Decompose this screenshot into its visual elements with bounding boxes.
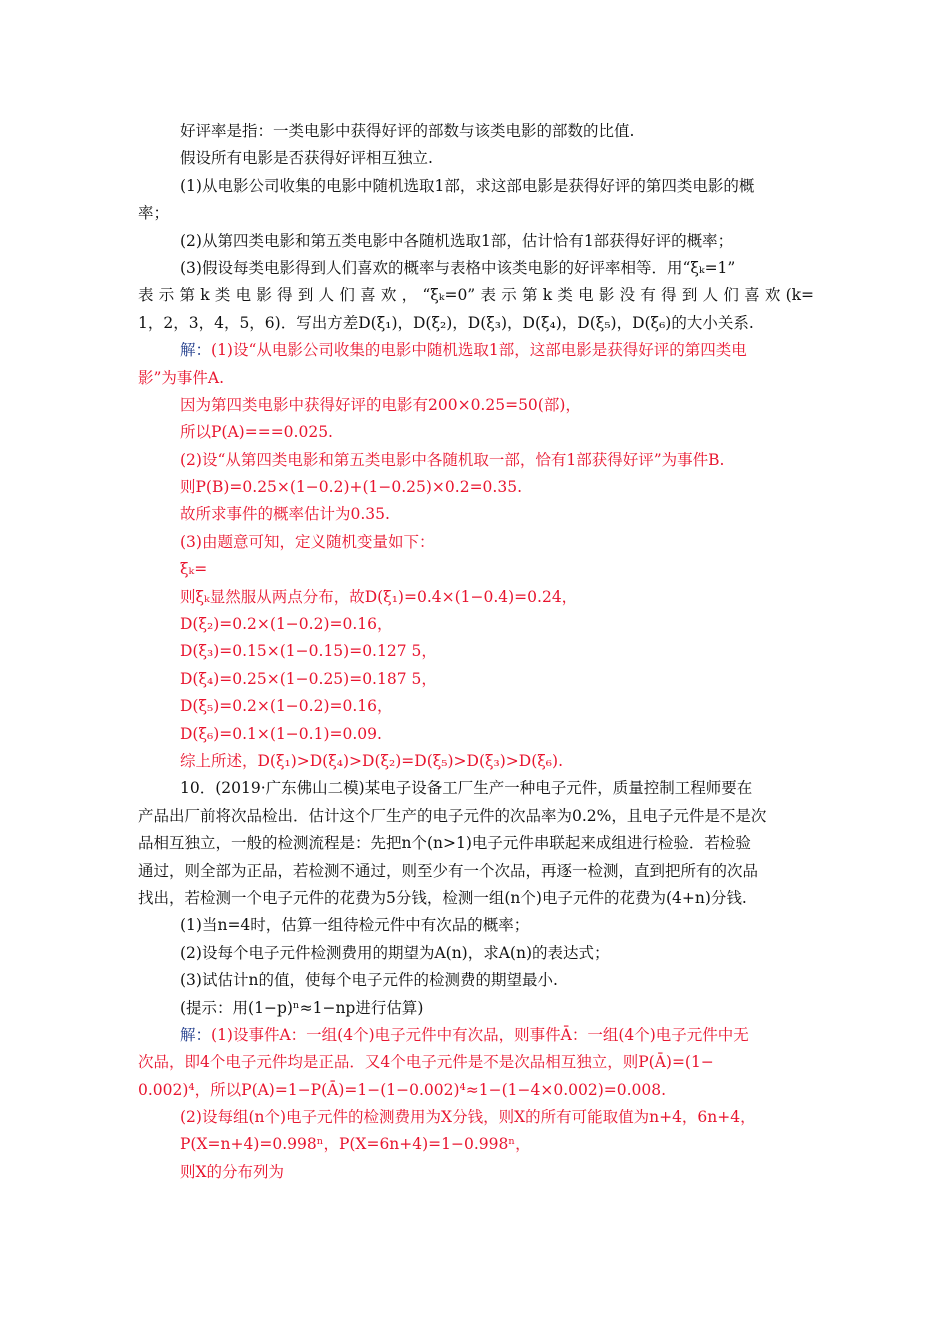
problem10-line-5: 找出，若检测一个电子元件的花费为5分钱，检测一组(n个)电子元件的花费为(4+n)分钱. xyxy=(138,888,747,907)
solution9-line-9: ξₖ= xyxy=(180,560,208,579)
problem10-line-9: (提示：用(1−p)ⁿ≈1−np进行估算) xyxy=(180,998,424,1017)
solution9-line-11: D(ξ₂)=0.2×(1−0.2)=0.16， xyxy=(180,615,393,634)
solution-label: 解： xyxy=(180,1025,212,1044)
solution10-line-2: 次品，即4个电子元件均是正品．又4个电子元件是不是次品相互独立，则P(Ā)=(1− xyxy=(138,1053,714,1072)
problem10-line-3: 品相互独立，一般的检测流程是：先把n个(n>1)电子元件串联起来成组进行检验．若检验 xyxy=(138,834,751,853)
problem9-line-3: (1)从电影公司收集的电影中随机选取1部，求这部电影是获得好评的第四类电影的概 xyxy=(180,176,755,195)
problem10-line-7: (2)设每个电子元件检测费用的期望为A(n)，求A(n)的表达式； xyxy=(180,943,610,962)
solution10-first-line: (1)设事件A：一组(4个)电子元件中有次品，则事件Ā：一组(4个)电子元件中无 xyxy=(211,1025,749,1044)
solution9-line-1 xyxy=(138,337,814,364)
problem10-line-8: (3)试估计n的值，使每个电子元件的检测费的期望最小. xyxy=(180,971,558,990)
solution9-line-5: (2)设“从第四类电影和第五类电影中各随机取一部，恰有1部获得好评”为事件B. xyxy=(180,450,725,469)
text-block xyxy=(138,118,814,1186)
solution10-line-4: (2)设每组(n个)电子元件的检测费用为X分钱，则X的所有可能取值为n+4，6n+4， xyxy=(180,1108,756,1127)
problem9-line-7: 表示第k类电影得到人们喜欢，“ξₖ=0”表示第k类电影没有得到人们喜欢(k= xyxy=(138,286,814,305)
solution9-line-3: 因为第四类电影中获得好评的电影有200×0.25=50(部)， xyxy=(180,395,581,414)
problem10-line-6: (1)当n=4时，估算一组待检元件中有次品的概率； xyxy=(180,916,530,935)
problem10-line-4: 通过，则全部为正品，若检测不通过，则至少有一个次品，再逐一检测，直到把所有的次品 xyxy=(138,861,759,880)
solution9-line-4: 所以P(A)===0.025. xyxy=(180,423,333,442)
solution9-line-12: D(ξ₃)=0.15×(1−0.15)=0.127 5， xyxy=(180,642,437,661)
solution9-line-7: 故所求事件的概率估计为0.35. xyxy=(180,505,390,524)
problem9-line-6: (3)假设每类电影得到人们喜欢的概率与表格中该类电影的好评率相等．用“ξₖ=1” xyxy=(180,258,736,277)
problem9-line-8: 1，2，3，4，5，6)．写出方差D(ξ₁)，D(ξ₂)，D(ξ₃)，D(ξ₄)，D(ξ₅)，D(ξ₆)的大小关系. xyxy=(138,313,754,332)
solution10-line-1 xyxy=(138,1022,814,1049)
problem9-line-2: 假设所有电影是否获得好评相互独立. xyxy=(180,149,433,168)
solution9-line-15: D(ξ₆)=0.1×(1−0.1)=0.09. xyxy=(180,724,382,743)
solution9-first-line: (1)设“从电影公司收集的电影中随机选取1部，这部电影是获得好评的第四类电 xyxy=(211,341,747,360)
solution9-line-16: 综上所述，D(ξ₁)>D(ξ₄)>D(ξ₂)=D(ξ₅)>D(ξ₃)>D(ξ₆). xyxy=(180,751,563,770)
problem10-line-1: 10．(2019·广东佛山二模)某电子设备工厂生产一种电子元件，质量控制工程师要在 xyxy=(180,779,753,798)
problem9-line-1: 好评率是指：一类电影中获得好评的部数与该类电影的部数的比值. xyxy=(180,122,635,140)
solution9-line-10: 则ξₖ显然服从两点分布，故D(ξ₁)=0.4×(1−0.4)=0.24， xyxy=(180,587,578,606)
solution9-line-6: 则P(B)=0.25×(1−0.2)+(1−0.25)×0.2=0.35. xyxy=(180,478,522,497)
solution9-line-14: D(ξ₅)=0.2×(1−0.2)=0.16， xyxy=(180,697,393,716)
solution-label: 解： xyxy=(180,341,212,360)
solution9-line-2: 影”为事件A. xyxy=(138,368,225,387)
problem9-line-5: (2)从第四类电影和第五类电影中各随机选取1部，估计恰有1部获得好评的概率； xyxy=(180,231,734,250)
solution9-line-13: D(ξ₄)=0.25×(1−0.25)=0.187 5， xyxy=(180,669,437,688)
solution9-line-8: (3)由题意可知，定义随机变量如下： xyxy=(180,532,435,551)
solution10-line-3: 0.002)⁴，所以P(A)=1−P(Ā)=1−(1−0.002)⁴≈1−(1−4×0.002)=0.008. xyxy=(138,1080,667,1099)
solution10-line-5: P(X=n+4)=0.998ⁿ，P(X=6n+4)=1−0.998ⁿ， xyxy=(180,1135,531,1154)
problem10-line-2: 产品出厂前将次品检出．估计这个厂生产的电子元件的次品率为0.2%，且电子元件是不是次 xyxy=(138,806,767,825)
solution10-line-6: 则X的分布列为 xyxy=(180,1162,285,1181)
problem9-line-4: 率； xyxy=(138,204,170,223)
